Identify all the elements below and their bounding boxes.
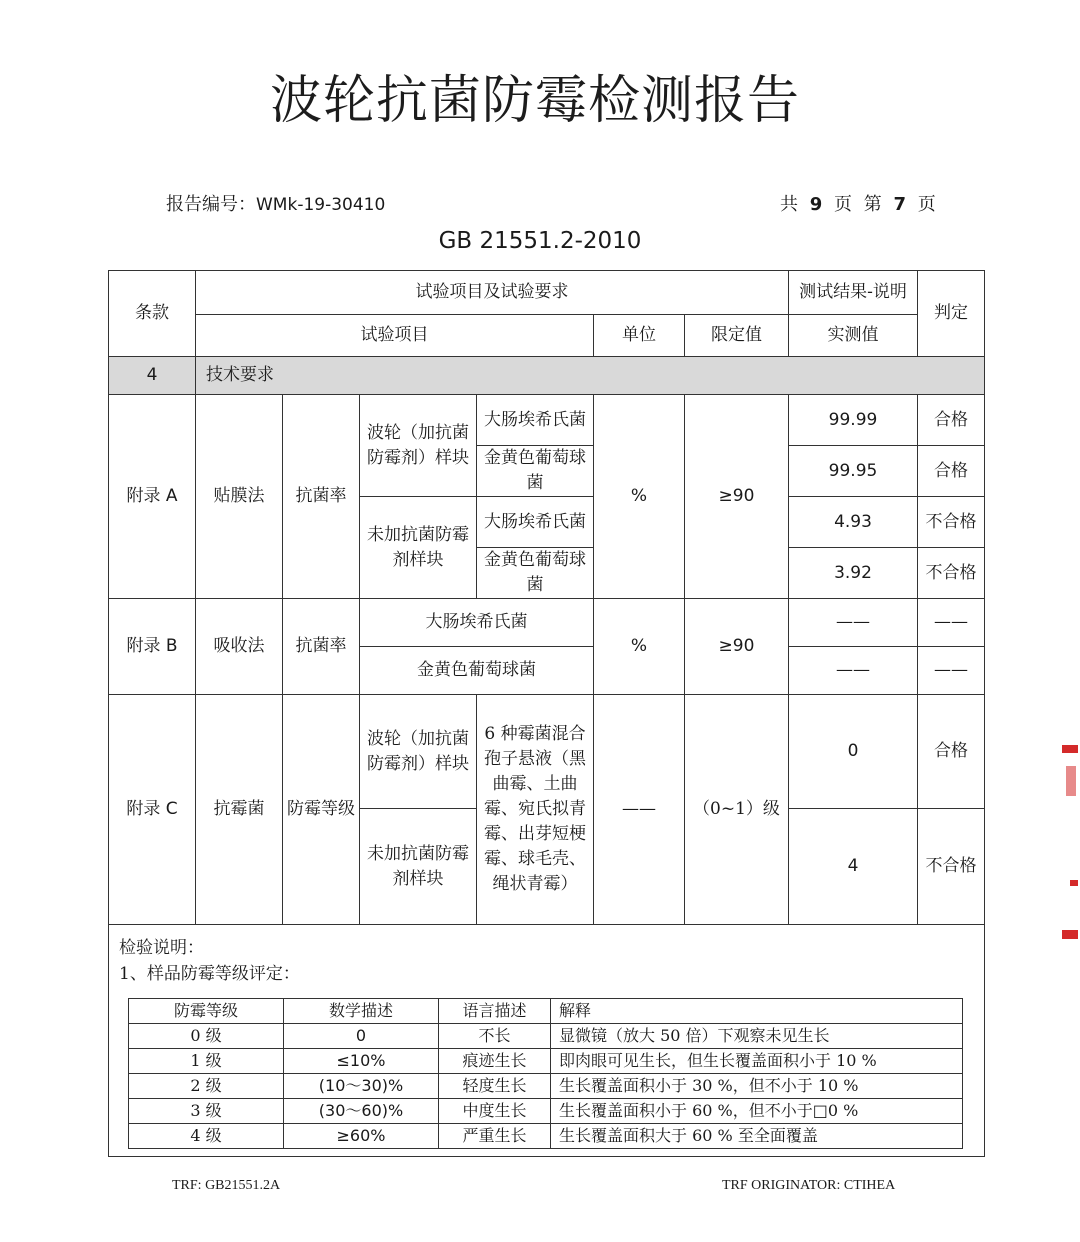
appendix-a-value-4: 3.92 <box>789 548 918 599</box>
grade-explanation: 生长覆盖面积小于 30 %，但不小于 10 % <box>551 1074 963 1099</box>
grade-level: 1 级 <box>129 1049 284 1074</box>
header-measured: 实测值 <box>789 315 918 357</box>
mold-grade-table <box>128 998 963 1149</box>
table-row <box>129 1124 963 1149</box>
appendix-c-limit: （0~1）级 <box>685 695 789 925</box>
appendix-b-item: 抗菌率 <box>283 599 360 695</box>
appendix-b-bacteria-2: 金黄色葡萄球菌 <box>360 647 594 695</box>
grade-header-verbal: 语言描述 <box>439 999 551 1024</box>
table-row <box>129 1074 963 1099</box>
appendix-c-value-2: 4 <box>789 809 918 925</box>
notes-item-1: 1、样品防霉等级评定： <box>119 964 300 984</box>
header-items-requirements: 试验项目及试验要求 <box>196 271 789 315</box>
appendix-c-judge-2: 不合格 <box>918 809 985 925</box>
appendix-c-item: 防霉等级 <box>283 695 360 925</box>
section-row <box>109 357 985 395</box>
table-row <box>129 1024 963 1049</box>
appendix-a-bacteria-2: 金黄色葡萄球菌 <box>477 446 594 497</box>
table-header-row <box>109 271 985 315</box>
grade-math: ≤10% <box>284 1049 439 1074</box>
grade-level: 0 级 <box>129 1024 284 1049</box>
grade-level: 4 级 <box>129 1124 284 1149</box>
grade-math: 0 <box>284 1024 439 1049</box>
grade-math: (30～60)% <box>284 1099 439 1124</box>
grade-explanation: 生长覆盖面积大于 60 % 至全面覆盖 <box>551 1124 963 1149</box>
grade-verbal: 中度生长 <box>439 1099 551 1124</box>
grade-header-row <box>129 999 963 1024</box>
appendix-a-judge-1: 合格 <box>918 395 985 446</box>
header-results: 测试结果-说明 <box>789 271 918 315</box>
footer-trf-code: TRF: GB21551.2A <box>172 1178 281 1193</box>
header-unit: 单位 <box>594 315 685 357</box>
grade-explanation: 显微镜（放大 50 倍）下观察未见生长 <box>551 1024 963 1049</box>
grade-level: 2 级 <box>129 1074 284 1099</box>
standard-code: GB 21551.2-2010 <box>438 228 642 254</box>
header-test-item: 试验项目 <box>196 315 594 357</box>
appendix-a-judge-2: 合格 <box>918 446 985 497</box>
grade-level: 3 级 <box>129 1099 284 1124</box>
stamp-edge-mark <box>1066 766 1076 796</box>
appendix-c-judge-1: 合格 <box>918 695 985 809</box>
appendix-b-method: 吸收法 <box>196 599 283 695</box>
header-judgement: 判定 <box>918 271 985 357</box>
appendix-c-value-1: 0 <box>789 695 918 809</box>
appendix-b-clause: 附录 B <box>109 599 196 695</box>
appendix-b-limit: ≥90 <box>685 599 789 695</box>
appendix-c-sample-treated: 波轮（加抗菌防霉剂）样块 <box>360 695 477 809</box>
notes-heading: 检验说明： <box>119 938 204 958</box>
grade-verbal: 严重生长 <box>439 1124 551 1149</box>
appendix-a-bacteria-1: 大肠埃希氏菌 <box>477 395 594 446</box>
table-row <box>109 395 985 446</box>
appendix-c-unit: —— <box>594 695 685 925</box>
grade-verbal: 不长 <box>439 1024 551 1049</box>
appendix-a-limit: ≥90 <box>685 395 789 599</box>
grade-math: ≥60% <box>284 1124 439 1149</box>
appendix-a-judge-4: 不合格 <box>918 548 985 599</box>
test-results-table <box>108 270 985 925</box>
appendix-a-bacteria-3: 大肠埃希氏菌 <box>477 497 594 548</box>
report-number: 报告编号：WMk-19-30410 <box>166 194 386 215</box>
appendix-a-value-3: 4.93 <box>789 497 918 548</box>
appendix-a-value-2: 99.95 <box>789 446 918 497</box>
appendix-c-method: 抗霉菌 <box>196 695 283 925</box>
grade-math: (10～30)% <box>284 1074 439 1099</box>
appendix-a-sample-untreated: 未加抗菌防霉剂样块 <box>360 497 477 599</box>
stamp-edge-mark <box>1062 930 1078 939</box>
grade-header-math: 数学描述 <box>284 999 439 1024</box>
appendix-a-unit: % <box>594 395 685 599</box>
stamp-edge-mark <box>1062 745 1078 753</box>
table-subheader-row <box>109 315 985 357</box>
grade-explanation: 生长覆盖面积小于 60 %，但不小于□0 % <box>551 1099 963 1124</box>
appendix-a-judge-3: 不合格 <box>918 497 985 548</box>
appendix-b-unit: % <box>594 599 685 695</box>
page-indicator: 共 9 页 第 7 页 <box>780 194 939 215</box>
appendix-b-judge-2: —— <box>918 647 985 695</box>
appendix-a-item: 抗菌率 <box>283 395 360 599</box>
appendix-a-sample-treated: 波轮（加抗菌防霉剂）样块 <box>360 395 477 497</box>
section-number: 4 <box>109 357 196 395</box>
appendix-c-sample-untreated: 未加抗菌防霉剂样块 <box>360 809 477 925</box>
appendix-a-method: 贴膜法 <box>196 395 283 599</box>
appendix-b-value-1: —— <box>789 599 918 647</box>
stamp-edge-mark <box>1070 880 1078 886</box>
footer-originator: TRF ORIGINATOR: CTIHEA <box>722 1178 896 1193</box>
header-clause: 条款 <box>109 271 196 357</box>
grade-header-level: 防霉等级 <box>129 999 284 1024</box>
grade-verbal: 痕迹生长 <box>439 1049 551 1074</box>
appendix-b-value-2: —— <box>789 647 918 695</box>
table-row <box>129 1049 963 1074</box>
appendix-a-clause: 附录 A <box>109 395 196 599</box>
appendix-c-clause: 附录 C <box>109 695 196 925</box>
header-limit: 限定值 <box>685 315 789 357</box>
appendix-b-judge-1: —— <box>918 599 985 647</box>
table-row <box>129 1099 963 1124</box>
appendix-b-bacteria-1: 大肠埃希氏菌 <box>360 599 594 647</box>
grade-header-explanation: 解释 <box>551 999 963 1024</box>
appendix-a-bacteria-4: 金黄色葡萄球菌 <box>477 548 594 599</box>
appendix-c-mold-suspension: 6 种霉菌混合孢子悬液（黑曲霉、土曲霉、宛氏拟青霉、出芽短梗霉、球毛壳、绳状青霉） <box>477 695 594 925</box>
grade-verbal: 轻度生长 <box>439 1074 551 1099</box>
table-row <box>109 695 985 809</box>
table-row <box>109 599 985 647</box>
appendix-a-value-1: 99.99 <box>789 395 918 446</box>
section-title: 技术要求 <box>196 357 985 395</box>
page-title: 波轮抗菌防霉检测报告 <box>269 71 800 131</box>
grade-explanation: 即肉眼可见生长，但生长覆盖面积小于 10 % <box>551 1049 963 1074</box>
